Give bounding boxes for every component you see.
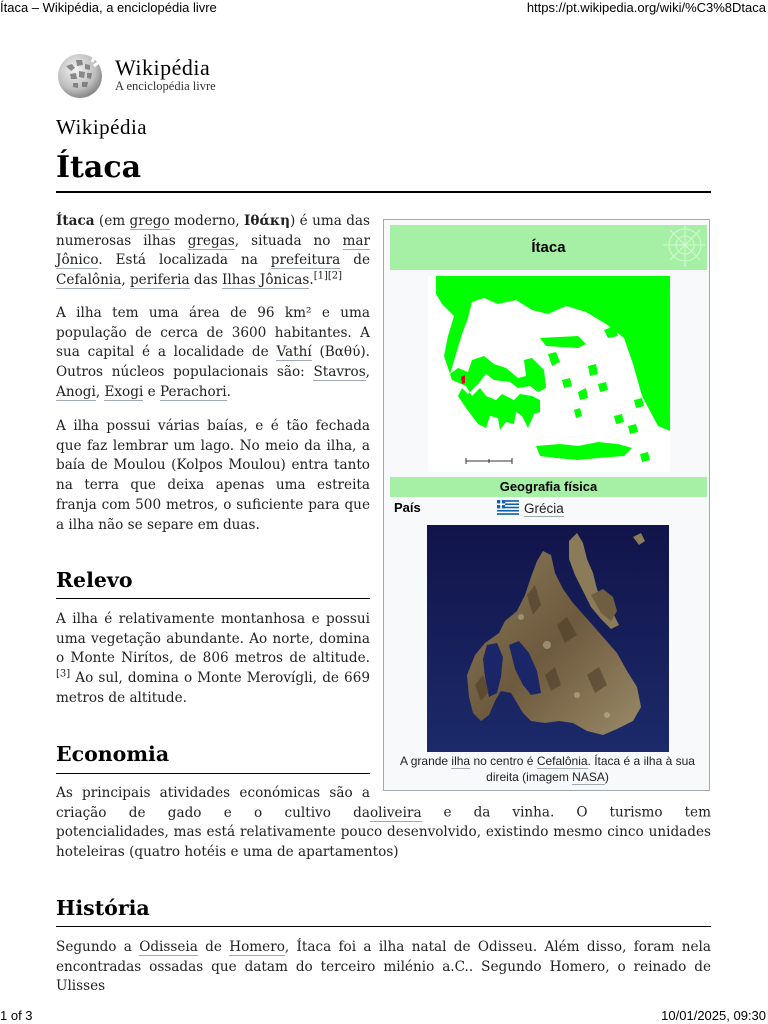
section-divider (56, 598, 370, 599)
link-exogi[interactable]: Exogi (104, 383, 144, 400)
infobox-section-geografia: Geografia física (390, 477, 707, 497)
wikipedia-globe-icon (56, 52, 104, 100)
bold-term: Ítaca (56, 213, 95, 229)
print-url[interactable]: https://pt.wikipedia.org/wiki/%C3%8Dtaca (526, 0, 766, 15)
section-divider (56, 773, 370, 774)
link-mar-jonico[interactable]: mar Jônico (56, 232, 370, 269)
infobox-header (390, 225, 707, 270)
wikipedia-wordmark-small: Wikipédia (56, 115, 148, 139)
infobox-country-label: País (394, 500, 421, 515)
link-vathi[interactable]: Vathí (276, 344, 312, 361)
intro-paragraph: Ítaca (em grego moderno, Ιθάκη) é uma das numerosas ilhas gregas, situada no mar Jônico. Está localizada na prefeitura de Cefalônia, periferia das Ilhas Jônicas.[1][2] (56, 213, 370, 289)
link-grecia[interactable]: Grécia (524, 501, 564, 516)
print-page-counter: 1 of 3 (0, 1008, 33, 1023)
print-page-title: Ítaca – Wikipédia, a enciclopédia livre (0, 0, 217, 15)
area-paragraph: A ilha tem uma área de 96 km² e uma população de cerca de 3600 habitantes. A sua capital é a localidade de Vathí (Βαθύ). Outros núcleos populacionais são: Stavros, Anogi, Exogi e Perachori. (56, 305, 370, 400)
infobox-title: Ítaca (531, 239, 566, 256)
satellite-image[interactable] (427, 525, 669, 752)
link-grego[interactable]: grego (129, 213, 170, 229)
relevo-paragraph: A ilha é relativamente montanhosa e possui uma vegetação abundante. Ao norte, domina o Monte Nirítos, de 806 metros de altitude.[3] Ao sul, domina o Monte Merovígli, de 669 metros de altitude. (56, 611, 370, 706)
wikipedia-tagline: A enciclopédia livre (115, 79, 216, 93)
greece-flag-icon (497, 500, 519, 515)
infobox-country-value (497, 500, 564, 516)
compass-rose-icon (615, 225, 705, 270)
economia-paragraph: As principais atividades económicas são a criação de gado e o cultivo daoliveira e da vinha. O turismo tem potencialidades, mas está relativamente pouco desenvolvido, existindo mesmo cinco unidades hoteleiras (quatro hotéis e uma de apartamentos) (56, 785, 711, 861)
link-odisseia[interactable]: Odisseia (139, 939, 198, 955)
section-heading-economia: Economia (56, 742, 170, 766)
print-timestamp: 10/01/2025, 09:30 (661, 1008, 766, 1023)
link-perachori[interactable]: Perachori (159, 383, 227, 400)
link-oliveira[interactable]: oliveira (370, 804, 422, 821)
section-divider (56, 926, 711, 927)
greece-location-map[interactable] (428, 276, 670, 472)
section-heading-historia: História (56, 896, 150, 920)
link-anogi[interactable]: Anogi (56, 383, 96, 400)
link-cefalonia-caption[interactable]: Cefalônia (536, 754, 588, 768)
link-periferia[interactable]: periferia (129, 272, 190, 289)
greek-name: Ιθάκη (244, 213, 290, 229)
link-ilhas-jonicas[interactable]: Ilhas Jônicas (222, 272, 310, 289)
link-homero[interactable]: Homero (229, 939, 285, 955)
link-gregas[interactable]: gregas (187, 232, 235, 249)
wikipedia-wordmark: Wikipédia (115, 55, 211, 80)
wikipedia-logo[interactable] (56, 52, 296, 100)
article-title: Ítaca (56, 150, 142, 185)
link-stavros[interactable]: Stavros (313, 364, 366, 381)
infobox-image-caption: A grande ilha no centro é Cefalônia. Ítaca é a ilha à sua direita (imagem NASA) (400, 754, 695, 784)
historia-paragraph: Segundo a Odisseia de Homero, Ítaca foi a ilha natal de Odisseu. Além disso, foram nela encontradas ossadas que datam do terceiro milénio a.C.. Segundo Homero, o reinado de Ulisses (56, 939, 711, 995)
bays-paragraph: A ilha possui várias baías, e é tão fechada que faz lembrar um lago. No meio da ilha, a baía de Moulou (Kolpos Moulou) entra tanto na terra que deixa apenas uma estreita franja com 500 metros, o suficiente para que a ilha não se separe em duas. (56, 418, 370, 533)
link-cefalonia[interactable]: Cefalônia (56, 272, 122, 289)
infobox (383, 219, 710, 791)
reference-link[interactable]: [1][2] (313, 270, 343, 282)
title-divider (56, 191, 711, 193)
reference-link[interactable]: [3] (56, 668, 71, 680)
section-heading-relevo: Relevo (56, 568, 133, 592)
link-prefeitura[interactable]: prefeitura (270, 252, 341, 269)
economia-first-line: As principais atividades económicas são a criação de gado e o cultivo da (56, 785, 370, 821)
link-nasa[interactable]: NASA (572, 770, 605, 784)
link-ilha[interactable]: ilha (451, 754, 471, 768)
